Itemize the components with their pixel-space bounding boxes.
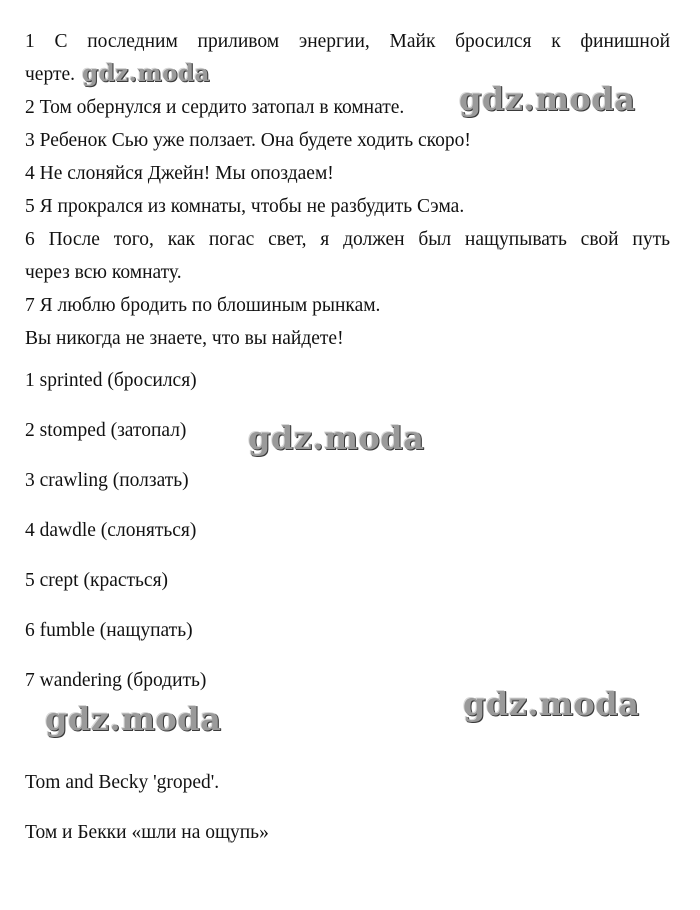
word-answer-7: 7 wandering (бродить) (25, 670, 207, 691)
translation-line-7a: 7 Я люблю бродить по блошиным рынкам. (25, 295, 381, 316)
word-answer-6: 6 fumble (нащупать) (25, 620, 193, 641)
russian-translations (25, 25, 670, 355)
translation-line-7b: Вы никогда не знаете, что вы найдете! (25, 328, 344, 349)
translation-line-4: 4 Не слоняйся Джейн! Мы опоздаем! (25, 163, 334, 184)
watermark-logo: gdz.moda (248, 419, 425, 457)
word-answer-list (25, 366, 206, 716)
translation-line-1b: черте. (25, 64, 76, 85)
word-answer-4: 4 dawdle (слоняться) (25, 520, 197, 541)
note-russian: Том и Бекки «шли на ощупь» (25, 822, 269, 843)
translation-line-1a: 1 С последним приливом энергии, Майк бросился к финишной (25, 31, 670, 52)
watermark-logo: gdz.moda (45, 700, 222, 738)
watermark-logo: gdz.moda (459, 80, 636, 118)
word-answer-3: 3 crawling (ползать) (25, 470, 189, 491)
word-answer-1: 1 sprinted (бросился) (25, 370, 197, 391)
word-answer-2: 2 stomped (затопал) (25, 420, 187, 441)
translation-line-6b: через всю комнату. (25, 262, 182, 283)
translation-line-3: 3 Ребенок Сью уже ползает. Она будете ходить скоро! (25, 130, 471, 151)
watermark-logo: gdz.moda (82, 60, 210, 87)
note-english: Tom and Becky 'groped'. (25, 772, 220, 793)
watermark-logo: gdz.moda (463, 685, 640, 723)
translation-line-6a: 6 После того, как погас свет, я должен был нащупывать свой путь (25, 229, 670, 250)
word-answer-5: 5 crept (красться) (25, 570, 169, 591)
translation-line-5: 5 Я прокрался из комнаты, чтобы не разбудить Сэма. (25, 196, 465, 217)
translation-line-2: 2 Том обернулся и сердито затопал в комнате. (25, 97, 405, 118)
